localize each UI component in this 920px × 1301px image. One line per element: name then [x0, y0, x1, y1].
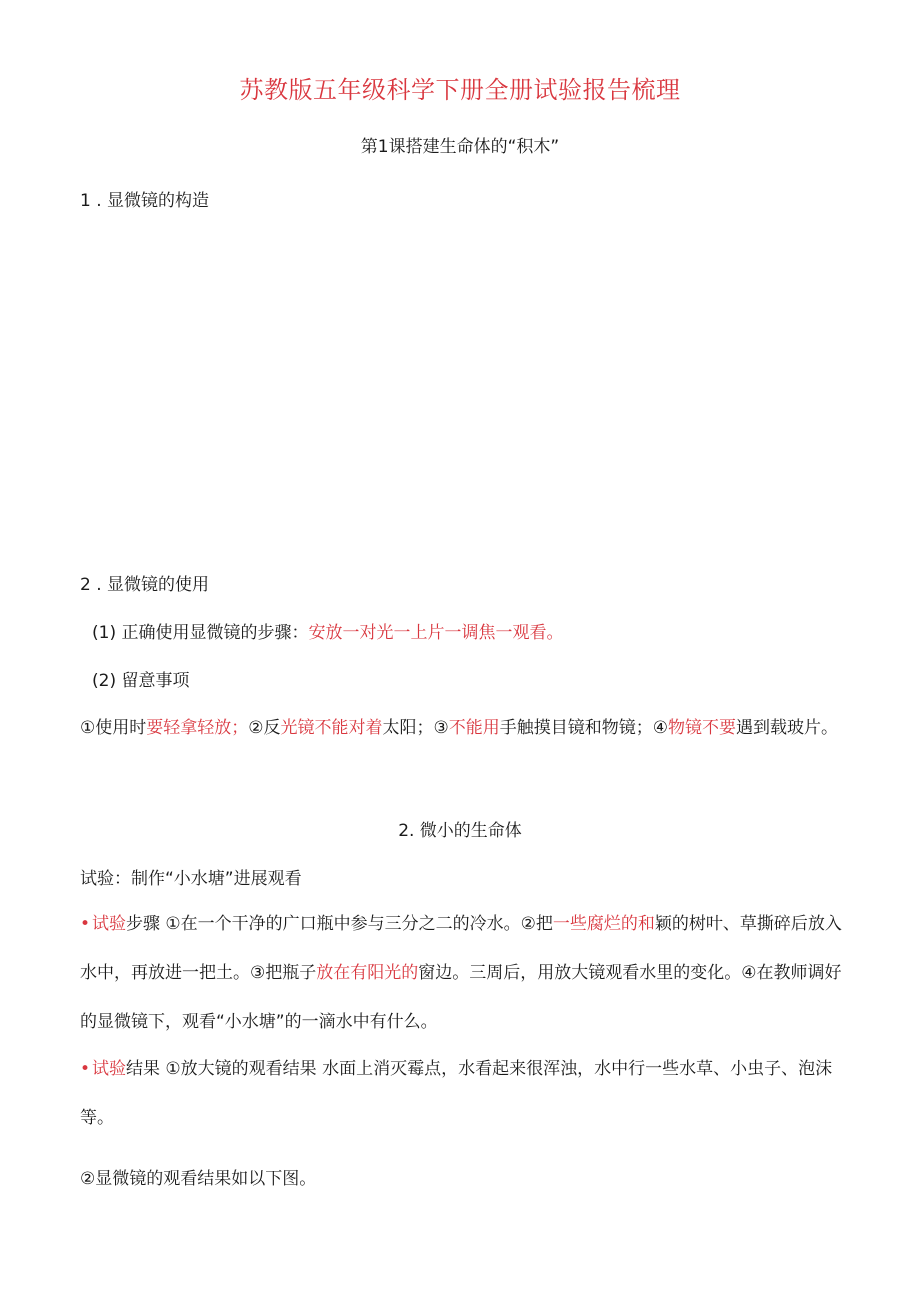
experiment-results-paragraph [80, 1045, 850, 1143]
notes-text-4: 手触摸目镜和物镜；④ [499, 718, 668, 738]
steps-highlight-2: 放在有阳光的 [316, 963, 419, 983]
usage-steps [92, 618, 563, 643]
bullet-icon: • [80, 914, 91, 934]
results-text: 结果 ①放大镜的观看结果 水面上消灭霉点，水看起来很浑浊，水中行一些水草、小虫子、泡沫等。 [80, 1059, 833, 1128]
document-title: 苏教版五年级科学下册全册试验报告梳理 [239, 76, 681, 104]
notes-highlight-1: 要轻拿轻放； [146, 718, 249, 738]
results-label-highlight: 试验 [92, 1059, 127, 1079]
notes-highlight-3: 不能用 [448, 718, 500, 738]
steps-text-1: 步骤 ①在一个干净的广口瓶中参与三分之二的冷水。②把 [126, 914, 553, 934]
notes-highlight-2: 光镜不能对着 [280, 718, 383, 738]
notes-text-5: 遇到载玻片。 [736, 718, 838, 738]
lesson-2-heading: 2. 微小的生命体 [398, 821, 522, 841]
section-microscope-usage: 2 . 显微镜的使用 [80, 575, 210, 595]
bullet-icon: • [80, 1059, 91, 1079]
experiment-title: 试验：制作“小水塘”进展观看 [80, 869, 302, 889]
steps-text-3: 窗边。三周后，用放大镜观看水里的变化。④在教师调好的显微镜下，观看“小水塘”的一滴水中有什么。 [80, 963, 842, 1032]
lesson-1-heading: 第1课搭建生命体的“积木” [360, 137, 560, 157]
notes-highlight-4: 物镜不要 [668, 718, 736, 738]
steps-text-2: 颖的树叶、草撕碎后放入水中，再放进一把土。③把瓶子 [80, 914, 842, 983]
section-microscope-structure: 1 . 显微镜的构造 [80, 191, 210, 211]
notes-text-3: 太阳；③ [382, 718, 449, 738]
notes-text-2: ②反 [248, 718, 281, 738]
steps-label-highlight: 试验 [92, 914, 127, 934]
usage-steps-value: 安放一对光一上片一调焦一观看。 [308, 623, 564, 643]
microscope-result-line: ②显微镜的观看结果如以下图。 [80, 1169, 317, 1189]
steps-highlight-1: 一些腐烂的和 [552, 914, 655, 934]
notes-heading: (2) 留意事项 [92, 671, 190, 691]
experiment-steps-paragraph [80, 900, 850, 1047]
notes-paragraph [80, 704, 850, 753]
notes-text-1: ①使用时 [80, 718, 147, 738]
usage-steps-label: (1) 正确使用显微镜的步骤： [92, 623, 309, 643]
